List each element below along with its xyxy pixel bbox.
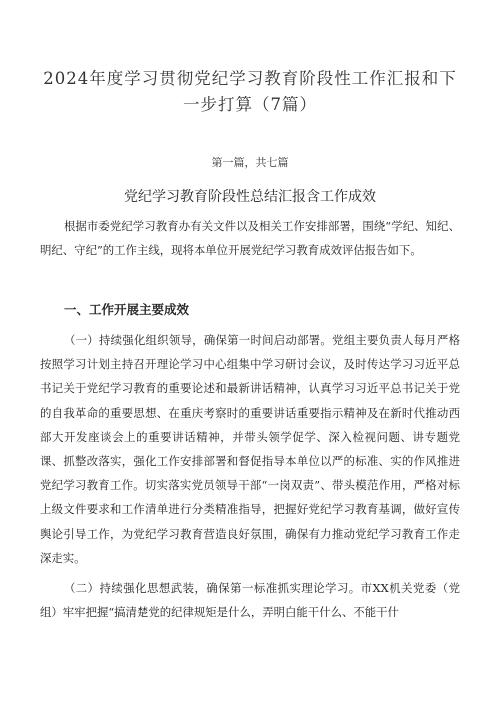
heading-work-results: 一、工作开展主要成效 — [64, 302, 190, 317]
section-label: 第一篇，共七篇 — [211, 156, 289, 169]
document-title: 2024年度学习贯彻党纪学习教育阶段性工作汇报和下一步打算（7篇） — [43, 69, 457, 114]
section-subtitle: 党纪学习教育阶段性总结汇报含工作成效 — [124, 189, 376, 205]
intro-paragraph: 根据市委党纪学习教育办有关文件以及相关工作安排部署，围绕“学纪、知纪、明纪、守纪”的工作主线，现将本单位开展党纪学习教育成效评估报告如下。 — [40, 219, 460, 258]
body-paragraph-1: （一）持续强化组织领导，确保第一时间启动部署。党组主要负责人每月严格按照学习计划主持召开理论学习中心组集中学习研讨会议，及时传达学习习近平总书记关于党纪学习教育的重要论述和最新讲话精神，认真学习习近平总书记关于党的自我革命的重要思想、在重庆考察时的重要讲话重要指示精神及在新时代推动西部大开发座谈会上的重要讲话精神，并带头领学促学、深入检视问题、讲专题党课、抓整改落实，强化工作安排部署和督促指导本单位以严的标准、实的作风推进党纪学习教育工作。切实落实党员领导干部“一岗双责”、带头模范作用，严格对标上级文件要求和工作清单进行分类精准指导，把握好党纪学习教育基调，做好宣传舆论引导工作，为党纪学习教育营造良好氛围，确保有力推动党纪学习教育工作走深走实。 — [40, 333, 460, 565]
body-paragraph-2: （二）持续强化思想武装，确保第一标准抓实理论学习。市XX机关党委（党组）牢牢把握“搞清楚党的纪律规矩是什么，弄明白能干什么、不能干什 — [40, 581, 460, 620]
